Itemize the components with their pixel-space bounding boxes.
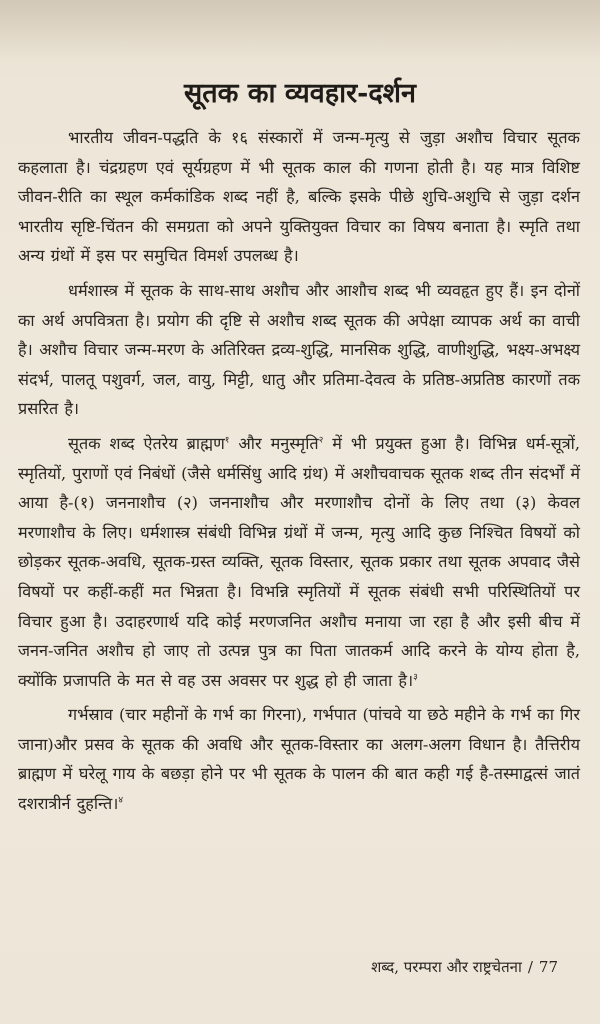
page-number: 77 [538,958,558,976]
paragraph-3-part-a: सूतक शब्द ऐतरेय ब्राह्मण [68,433,225,453]
footnote-ref-1: १ [224,435,230,446]
body-text [18,123,580,824]
show-through-shadow [0,0,600,60]
paragraph-3 [18,429,580,695]
page-title: सूतक का व्यवहार-दर्शन [183,78,417,110]
paragraph-3-part-c: में भी प्रयुक्त हुआ है। विभिन्न धर्म-सूत्रों, स्मृतियों, पुराणों एवं निबंधों (जैसे धर्मसिंधु आदि ग्रंथ) में अशौचवाचक सूतक शब्द तीन संदर्भों में आया है-(१) जननाशौच (२) जननाशौच और मरणाशौच दोनों के लिए तथा (३) केवल मरणाशौच के लिए। धर्मशास्त्र संबंधी विभिन्न ग्रंथों में जन्म, मृत्यु आदि कुछ निश्चित विषयों को छोड़कर सूतक-अवधि, सूतक-ग्रस्त व्यक्ति, सूतक विस्तार, सूतक प्रकार तथा सूतक अपवाद जैसे विषयों पर कहीं-कहीं मत भिन्नता है। विभन्नि स्मृतियों में सूतक संबंधी सभी परिस्थितियों पर विचार हुआ है। उदाहरणार्थ यदि कोई मरणजनित अशौच मनाया जा रहा है और इसी बीच में जनन-जनित अशौच हो जाए तो उत्पन्न पुत्र का पिता जातकर्म आदि करने के योग्य होता है, क्योंकि प्रजापति के मत से वह उस अवसर पर शुद्ध हो ही जाता है। [18,433,580,690]
footnote-ref-3: ३ [413,672,418,683]
footnote-ref-2: २ [318,435,324,446]
paragraph-1: भारतीय जीवन-पद्धति के १६ संस्कारों में जन्म-मृत्यु से जुड़ा अशौच विचार सूतक कहलाता है। चंद्रग्रहण एवं सूर्यग्रहण में भी सूतक काल की गणना होती है। यह मात्र विशिष्ट जीवन-रीति का स्थूल कर्मकांडिक शब्द नहीं है, बल्कि इसके पीछे शुचि-अशुचि से जुड़ा दर्शन भारतीय सृष्टि-चिंतन की समग्रता को अपने युक्तियुक्त विचार का विषय बनाता है। स्मृति तथा अन्य ग्रंथों में इस पर समुचित विमर्श उपलब्ध है। [18,128,580,266]
paragraph-4-text: गर्भस्राव (चार महीनों के गर्भ का गिरना), गर्भपात (पांचवे या छठे महीने के गर्भ का गिर जाना)और प्रसव के सूतक की अवधि और सूतक-विस्तार का अलग-अलग विधान है। तैत्तिरीय ब्राह्मण में घरेलू गाय के बछड़ा होने पर भी सूतक के पालन की बात कही गई है-तस्माद्वत्सं जातं दशरात्रीर्न दुहन्ति। [18,705,580,814]
paragraph-2: धर्मशास्त्र में सूतक के साथ-साथ अशौच और आशौच शब्द भी व्यवहृत हुए हैं। इन दोनों का अर्थ अपवित्रता है। प्रयोग की दृष्टि से अशौच शब्द सूतक की अपेक्षा व्यापक अर्थ का वाची है। अशौच विचार जन्म-मरण के अतिरिक्त द्रव्य-शुद्धि, मानसिक शुद्धि, वाणीशुद्धि, भक्ष्य-अभक्ष्य संदर्भ, पालतू पशुवर्ग, जल, वायु, मिट्टी, धातु और प्रतिमा-देवत्व के प्रतिष्ठ-अप्रतिष्ठ कारणों तक प्रसरित है। [18,280,580,419]
footer-book-title: शब्द, परम्परा और राष्ट्रचेतना [371,958,522,976]
paragraph-4 [18,700,580,818]
footer-separator: / [527,958,533,976]
footnote-ref-4: ४ [118,795,124,806]
running-footer [371,955,558,979]
paragraph-3-part-b: और मनुस्मृति [229,433,319,453]
